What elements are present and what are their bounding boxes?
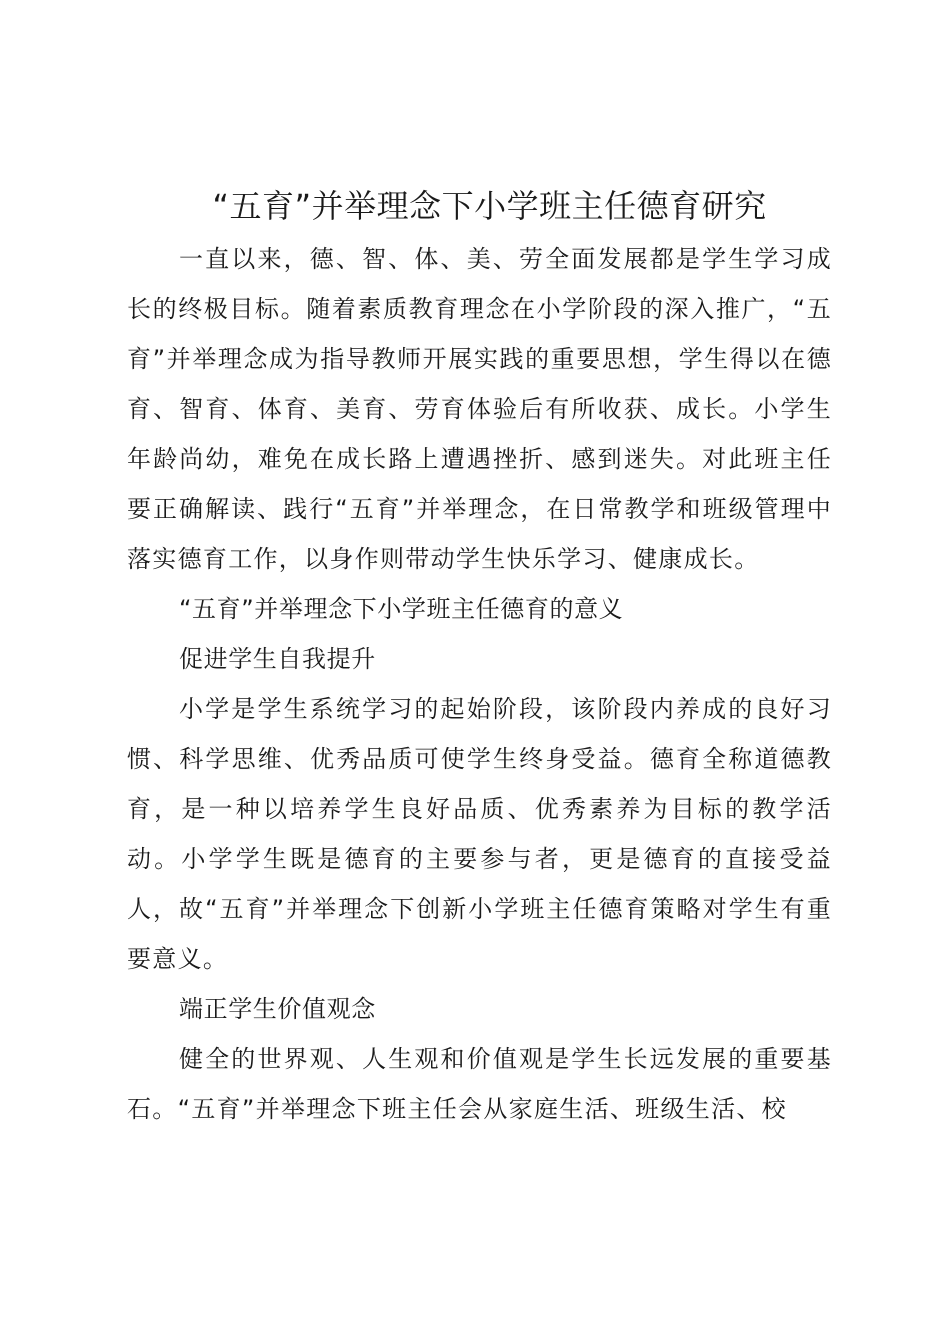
document-title: “五育”并举理念下小学班主任德育研究: [212, 187, 767, 225]
paragraph-self-improvement: 小学是学生系统学习的起始阶段，该阶段内养成的良好习惯、科学思维、优秀品质可使学生终身受益。德育全称道德教育，是一种以培养学生良好品质、优秀素养为目标的教学活动。小学学生既是德育的主要参与者，更是德育的直接受益人，故“五育”并举理念下创新小学班主任德育策略对学生有重要意义。: [127, 695, 832, 973]
document-page: [127, 178, 832, 1134]
paragraph-intro: 一直以来，德、智、体、美、劳全面发展都是学生学习成长的终极目标。随着素质教育理念在小学阶段的深入推广，“五育”并举理念成为指导教师开展实践的重要思想，学生得以在德育、智育、体育、美育、劳育体验后有所收获、成长。小学生年龄尚幼，难免在成长路上遭遇挫折、感到迷失。对此班主任要正确解读、践行“五育”并举理念，在日常教学和班级管理中落实德育工作，以身作则带动学生快乐学习、健康成长。: [127, 245, 832, 573]
paragraph-values: 健全的世界观、人生观和价值观是学生长远发展的重要基石。“五育”并举理念下班主任会从家庭生活、班级生活、校: [127, 1045, 832, 1123]
subheading-values: 端正学生价值观念: [179, 995, 376, 1023]
subheading-self-improvement: 促进学生自我提升: [179, 645, 376, 673]
section-heading-significance: “五育”并举理念下小学班主任德育的意义: [179, 595, 624, 623]
